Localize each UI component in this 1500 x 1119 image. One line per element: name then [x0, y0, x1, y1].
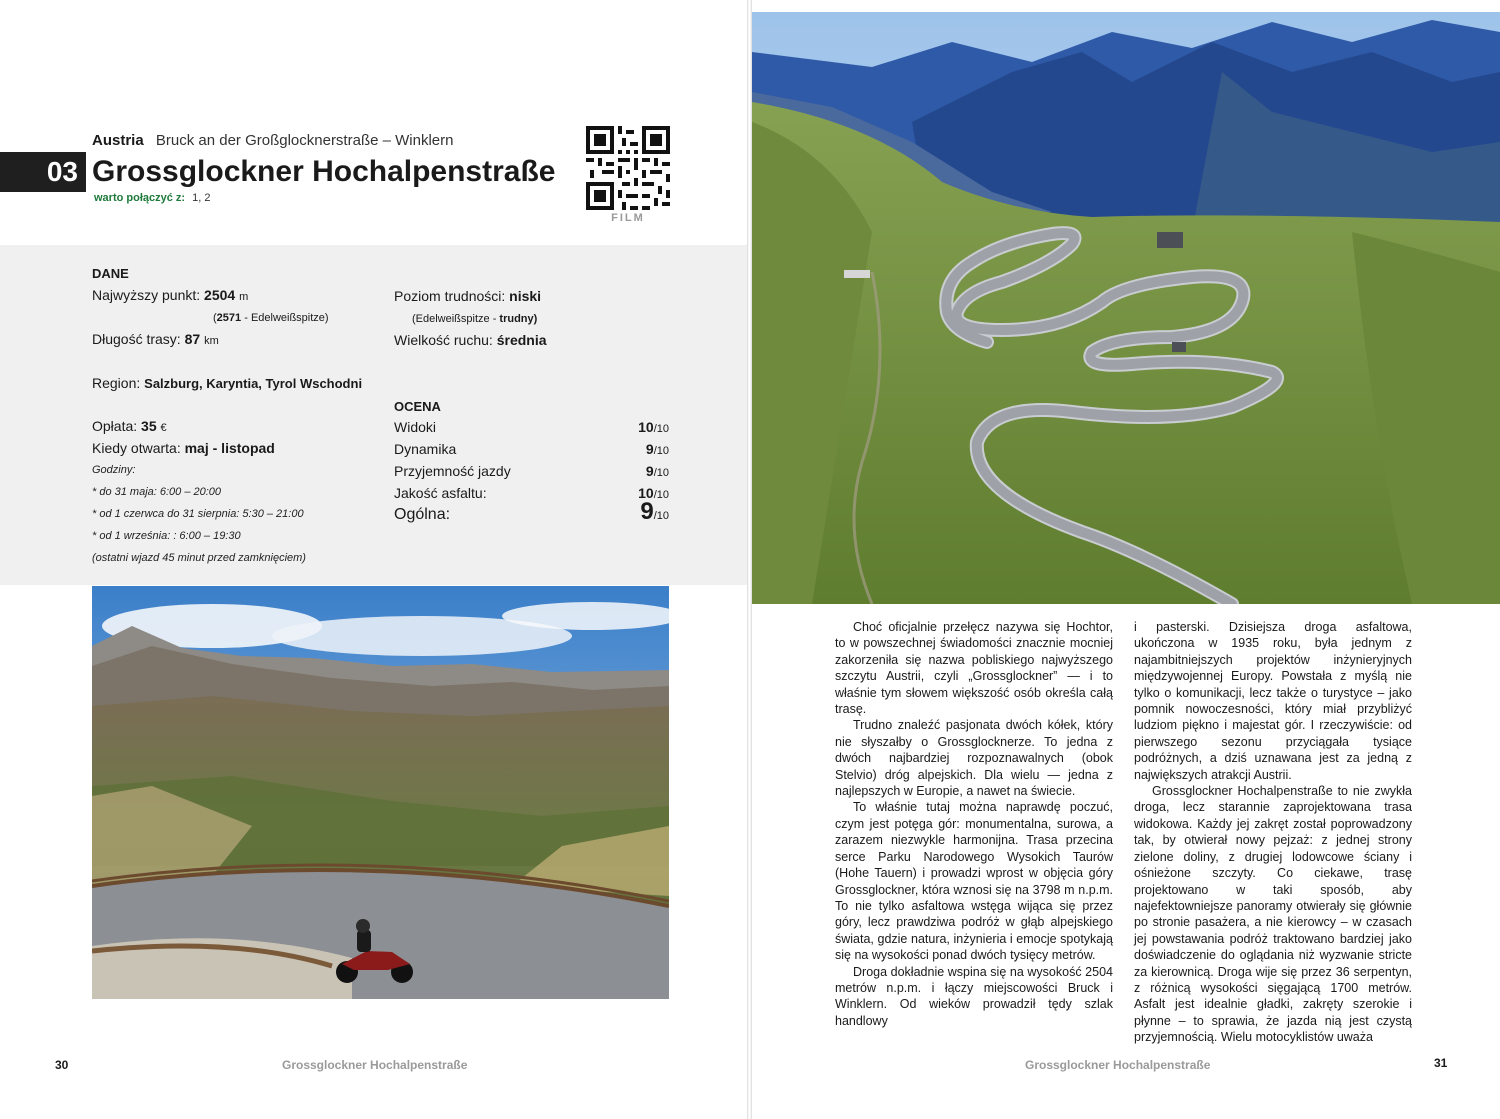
- qr-caption: FILM: [611, 212, 645, 224]
- hours-line: * od 1 września: : 6:00 – 19:30: [92, 530, 241, 542]
- country: Austria: [92, 132, 144, 149]
- serpentine-road-photo: [752, 12, 1500, 604]
- fee: [92, 418, 167, 434]
- running-title: Grossglockner Hochalpenstraße: [1025, 1058, 1211, 1072]
- open-label: Kiedy otwarta:: [92, 440, 181, 456]
- hours-line: * od 1 czerwca do 31 sierpnia: 5:30 – 21:00: [92, 508, 304, 520]
- combine-value: 1, 2: [192, 192, 211, 204]
- route-line: [92, 132, 453, 149]
- difficulty-note-value: trudny): [499, 313, 538, 325]
- highest-unit: m: [239, 291, 249, 303]
- ocena-heading: OCENA: [394, 399, 441, 414]
- combine-label: warto połączyć z:: [94, 192, 186, 204]
- traffic-value: średnia: [496, 332, 547, 348]
- page-number: 30: [55, 1058, 69, 1072]
- rating-label: Jakość asfaltu:: [394, 485, 487, 501]
- rating-label: Przyjemność jazdy: [394, 463, 511, 479]
- dane-heading: DANE: [92, 266, 129, 281]
- route-length: [92, 331, 219, 347]
- traffic: [394, 332, 547, 348]
- article-column-1: [835, 619, 1113, 1029]
- difficulty: [394, 288, 541, 304]
- rating-label: Widoki: [394, 419, 437, 435]
- rating-out-of: /10: [653, 445, 669, 457]
- left-page: [0, 0, 748, 1119]
- region-value: Salzburg, Karyntia, Tyrol Wschodni: [144, 376, 363, 391]
- running-title: Grossglockner Hochalpenstraße: [282, 1058, 468, 1072]
- rating-score-value: 9: [645, 463, 654, 479]
- fee-unit: €: [160, 422, 167, 434]
- highest-value: 2504: [204, 287, 236, 303]
- difficulty-value: niski: [509, 288, 542, 304]
- rating-out-of: /10: [653, 423, 669, 435]
- rating-score-value: 10: [638, 485, 654, 501]
- rating-score: [589, 441, 669, 457]
- combine-with: [94, 192, 211, 204]
- route-number: 03: [0, 152, 86, 192]
- difficulty-label: Poziom trudności:: [394, 288, 506, 304]
- highest-note: (2571 - Edelweißspitze): [213, 312, 329, 324]
- highest-note-text: - Edelweißspitze: [244, 312, 325, 324]
- motorcycle-photo: [92, 586, 669, 999]
- difficulty-note-place: (Edelweißspitze -: [412, 313, 497, 325]
- right-page: [752, 0, 1500, 1119]
- rating-out-of: /10: [653, 467, 669, 479]
- region-label: Region:: [92, 375, 141, 391]
- page-number-right: [1434, 1056, 1447, 1070]
- open-season: [92, 440, 275, 456]
- length-unit: km: [204, 335, 219, 347]
- rating-score: [589, 463, 669, 479]
- rating-score-overall: [589, 498, 669, 526]
- traffic-label: Wielkość ruchu:: [394, 332, 493, 348]
- article-paragraph: Trudno znaleźć pasjonata dwóch kółek, który nie słyszałby o Grossglocknerze. To jedna z dwóch najbardziej rozpoznawalnych (obok Stelvio) dróg alpejskich. Dla wielu — jedna z najlepszych w Europie, a nawet na świecie.: [835, 718, 1113, 799]
- running-title-right: [1025, 1058, 1210, 1072]
- rating-score-value: 9: [645, 441, 654, 457]
- article-column-2: [1134, 619, 1412, 1046]
- fee-value: 35: [141, 418, 157, 434]
- hours-line: * do 31 maja: 6:00 – 20:00: [92, 486, 222, 498]
- rating-score: [589, 419, 669, 435]
- length-value: 87: [184, 331, 201, 347]
- rating-score-value: 10: [638, 419, 654, 435]
- difficulty-note: [412, 313, 537, 325]
- page-number-left: [55, 1058, 68, 1072]
- region: [92, 375, 362, 391]
- highest-label: Najwyższy punkt:: [92, 287, 201, 303]
- highest-note-value: 2571: [216, 312, 242, 324]
- highest-point: [92, 287, 248, 303]
- fee-label: Opłata:: [92, 418, 138, 434]
- article-paragraph: To właśnie tutaj można naprawdę poczuć, czym jest potęga gór: monumentalna, surowa, a zarazem niezwykle harmonijna. Trasa przecina serce Parku Narodowego Wysokich Taurów (Hohe Tauern) i prowadzi wprost w objęcia góry Grossglockner, która wznosi się na 3798 m n.p.m. To nie tylko asfaltowa wstęga wijąca się przez góry, lecz prawdziwa podróż w głąb alpejskiego świata, gdzie natura, inżynieria i emocje spotykają się na wysokości ponad dwóch tysięcy metrów.: [835, 800, 1113, 963]
- rating-score-value: 9: [640, 498, 654, 525]
- running-title-left: [282, 1058, 467, 1072]
- data-panel: [0, 245, 748, 585]
- rating-label: Dynamika: [394, 441, 457, 457]
- article-paragraph: Droga dokładnie wspina się na wysokość 2504 metrów n.p.m. i łączy miejscowości Bruck i Winklern. Od wieków prowadził tędy szlak handlowy: [835, 964, 1113, 1028]
- rating-label-overall: Ogólna:: [394, 506, 451, 523]
- hours-heading: Godziny:: [92, 464, 136, 476]
- article-paragraph: Choć oficjalnie przełęcz nazywa się Hochtor, to w powszechnej świadomości znacznie mocniej zakorzeniła się nazwa pobliskiego najwyższego szczytu Austrii, czyli „Grossglockner” — i to właśnie tym słowem większość osób określa całą trasę.: [835, 620, 1113, 717]
- hours-note: (ostatni wjazd 45 minut przed zamknięciem): [92, 552, 306, 564]
- rating-out-of: /10: [653, 510, 669, 522]
- length-label: Długość trasy:: [92, 331, 181, 347]
- page-number: 31: [1434, 1056, 1448, 1070]
- qr-code[interactable]: [586, 126, 670, 210]
- route-endpoints: Bruck an der Großglocknerstraße – Winklern: [155, 132, 454, 149]
- article-paragraph: Grossglockner Hochalpenstraße to nie zwykła droga, lecz starannie zaprojektowana trasa widokowa. Każdy jej zakręt został poprowadzony tak, by otwierał nowy pejzaż: z jednej strony zielone doliny, z drugiej lodowcowe ściany i ośnieżone szczyty. Co ciekawe, trasę projektowano w taki sposób, aby najefektowniejsze panoramy otwierały się głównie po stronie pasażera, a nie kierowcy – w czasach jej powstawania podróż traktowano bardziej jako doświadczenie do oglądania niż wyzwanie stricte za kierownicą. Droga wije się przez 36 serpentyn, z różnicą wysokości sięgającą 1700 metrów. Asfalt jest idealnie gładki, zakręty szerokie i płynne – to sprawia, że jazda nią jest czystą przyjemnością. Wielu motocyklistów uważa: [1134, 784, 1412, 1045]
- page-title: Grossglockner Hochalpenstraße: [92, 155, 556, 188]
- rating-out-of: /10: [653, 489, 669, 501]
- article-paragraph: i pasterski. Dzisiejsza droga asfaltowa, ukończona w 1935 roku, była jednym z najambitniejszych projektów inżynieryjnych międzywojennej Europy. Powstała z myślą nie tylko o komunikacji, lecz także o turystyce – jako pomnik nowoczesności, który miał przybliżyć ludziom piękno i majestat gór. I rzeczywiście: od pierwszego sezonu przyciągała tysiące podróżnych, a dziś uznawana jest za jedną z największych atrakcji Austrii.: [1134, 620, 1412, 782]
- open-value: maj - listopad: [184, 440, 275, 456]
